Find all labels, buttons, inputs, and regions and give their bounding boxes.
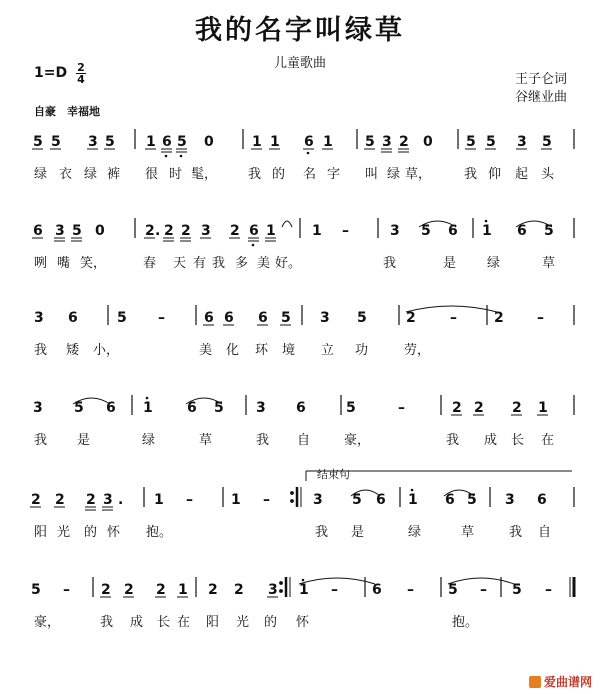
lyric-syllable: 成 xyxy=(130,615,144,630)
note: 2 xyxy=(145,223,155,239)
note: 5 xyxy=(117,310,127,326)
lyric-syllable: 我 xyxy=(100,615,114,630)
lyric-syllable: 阳 xyxy=(34,525,48,540)
lyric-syllable: 笑， xyxy=(80,256,107,271)
note: 5 xyxy=(365,134,375,150)
lyric-syllable: 自 xyxy=(297,433,311,448)
note: 5 xyxy=(352,492,362,508)
lyric-syllable: 嘴 xyxy=(57,256,71,271)
note: 6 xyxy=(204,310,214,326)
note: 3 xyxy=(88,134,98,150)
note: 3 xyxy=(256,400,266,416)
note: 2 xyxy=(474,400,484,416)
lyric-syllable: 长 xyxy=(511,433,525,448)
lyric-syllable: 小， xyxy=(93,343,120,358)
note: 2 xyxy=(399,134,409,150)
lyric-syllable: 我 xyxy=(256,433,270,448)
note: 6 xyxy=(296,400,306,416)
note: – xyxy=(398,400,405,416)
lyric-syllable: 我 xyxy=(383,256,397,271)
note: 3 xyxy=(505,492,515,508)
note: 6 xyxy=(445,492,455,508)
note: 6 xyxy=(106,400,116,416)
lyric-syllable: 劳， xyxy=(404,343,431,358)
expression-marking: 自豪 幸福地 xyxy=(34,105,100,118)
lyric-syllable: 绿 xyxy=(142,433,156,448)
note: 1 xyxy=(408,492,418,508)
note: 3 xyxy=(313,492,323,508)
note: – xyxy=(342,223,349,239)
lyric-syllable: 草， xyxy=(405,167,432,182)
note: 5 xyxy=(281,310,291,326)
lyric-syllable: 阳 xyxy=(206,615,220,630)
lyric-syllable: 春 xyxy=(143,256,157,271)
lyric-syllable: 功 xyxy=(355,343,369,358)
note: 2 xyxy=(406,310,416,326)
note: 0 xyxy=(95,223,105,239)
note: 1 xyxy=(231,492,241,508)
note: 1 xyxy=(146,134,156,150)
note: 6 xyxy=(68,310,78,326)
note: 1 xyxy=(252,134,262,150)
lyric-syllable: 字 xyxy=(327,167,341,182)
lyric-syllable: 裤 xyxy=(107,167,121,182)
note: 0 xyxy=(423,134,433,150)
note: 2 xyxy=(230,223,240,239)
lyric-syllable: 成 xyxy=(484,433,498,448)
lyric-syllable: 抱。 xyxy=(452,615,479,630)
lyric-syllable: 是 xyxy=(351,525,365,540)
lyric-syllable: 好。 xyxy=(275,256,302,271)
watermark-text: 爱曲谱网 xyxy=(543,675,592,689)
note: 5 xyxy=(512,582,522,598)
lyric-syllable: 天 xyxy=(173,256,187,271)
note: 5 xyxy=(33,134,43,150)
lyric-syllable: 名 xyxy=(303,167,317,182)
note: – xyxy=(407,582,414,598)
lyric-syllable: 长 xyxy=(157,615,171,630)
lyric-syllable: 草 xyxy=(461,525,475,540)
note: 6 xyxy=(258,310,268,326)
note: 6 xyxy=(187,400,197,416)
lyric-syllable: 我 xyxy=(34,343,48,358)
lyric-syllable: 环 xyxy=(255,343,269,358)
note: 5 xyxy=(421,223,431,239)
slur xyxy=(282,221,292,227)
note: 5 xyxy=(542,134,552,150)
music-logo-icon xyxy=(529,676,541,688)
note: 3 xyxy=(517,134,527,150)
lyric-syllable: 美 xyxy=(257,256,271,271)
lyric-syllable: 化 xyxy=(226,343,240,358)
note: 0 xyxy=(204,134,214,150)
lyric-syllable: 很 xyxy=(145,167,159,182)
note: 3 xyxy=(34,310,44,326)
lyric-syllable: 绿 xyxy=(387,167,401,182)
lyricist-credit: 王子仑词 xyxy=(515,72,568,87)
lyric-syllable: 的 xyxy=(272,167,286,182)
note: 6 xyxy=(448,223,458,239)
note: 5 xyxy=(74,400,84,416)
note: 5 xyxy=(31,582,41,598)
note: 5 xyxy=(51,134,61,150)
note: 2 xyxy=(181,223,191,239)
composer-credit: 谷继业曲 xyxy=(515,90,568,105)
note: – xyxy=(450,310,457,326)
key-signature: 1=D xyxy=(34,65,68,81)
note: 1 xyxy=(323,134,333,150)
lyric-syllable: 头 xyxy=(541,167,555,182)
ending-label: 结束句 xyxy=(317,468,350,481)
note: 5 xyxy=(448,582,458,598)
lyric-syllable: 在 xyxy=(177,615,191,630)
note: – xyxy=(63,582,70,598)
note: 2 xyxy=(124,582,134,598)
lyric-syllable: 我 xyxy=(248,167,262,182)
lyric-syllable: 时 xyxy=(169,167,183,182)
note: 3 xyxy=(268,582,278,598)
lyric-syllable: 矮 xyxy=(66,343,80,358)
note: 5 xyxy=(357,310,367,326)
note: 6 xyxy=(537,492,547,508)
lyric-syllable: 我 xyxy=(34,433,48,448)
note: – xyxy=(186,492,193,508)
note: . xyxy=(155,223,161,239)
note: 5 xyxy=(346,400,356,416)
lyric-syllable: 我 xyxy=(464,167,478,182)
lyric-syllable: 美 xyxy=(199,343,213,358)
lyric-syllable: 我 xyxy=(446,433,460,448)
lyric-syllable: 髦， xyxy=(191,167,218,182)
note: – xyxy=(331,582,338,598)
watermark xyxy=(529,673,592,690)
lyric-syllable: 怀 xyxy=(107,525,121,540)
lyric-syllable: 草 xyxy=(542,256,556,271)
note: 5 xyxy=(466,134,476,150)
note: 2 xyxy=(234,582,244,598)
note: 1 xyxy=(266,223,276,239)
lyric-syllable: 我 xyxy=(212,256,226,271)
note: 2 xyxy=(86,492,96,508)
lyric-syllable: 光 xyxy=(236,615,250,630)
note: 2 xyxy=(101,582,111,598)
note: . xyxy=(118,492,124,508)
lyric-syllable: 光 xyxy=(57,525,71,540)
note: 5 xyxy=(544,223,554,239)
note: – xyxy=(480,582,487,598)
lyric-syllable: 绿 xyxy=(84,167,98,182)
lyric-syllable: 我 xyxy=(509,525,523,540)
note: 5 xyxy=(467,492,477,508)
lyric-syllable: 绿 xyxy=(34,167,48,182)
lyric-syllable: 咧 xyxy=(34,256,48,271)
note: 2 xyxy=(164,223,174,239)
lyric-syllable: 有 xyxy=(193,256,207,271)
note: 3 xyxy=(201,223,211,239)
note: 5 xyxy=(105,134,115,150)
lyric-syllable: 的 xyxy=(84,525,98,540)
time-signature-top: 2 xyxy=(77,61,85,74)
note: – xyxy=(537,310,544,326)
note: 2 xyxy=(512,400,522,416)
note: 2 xyxy=(55,492,65,508)
lyric-syllable: 衣 xyxy=(59,167,73,182)
note: 6 xyxy=(249,223,259,239)
note: 1 xyxy=(154,492,164,508)
note: 1 xyxy=(299,582,309,598)
note: 6 xyxy=(372,582,382,598)
note: 1 xyxy=(482,223,492,239)
note: – xyxy=(545,582,552,598)
lyric-syllable: 自 xyxy=(538,525,552,540)
lyric-syllable: 叫 xyxy=(365,167,379,182)
song-title: 我的名字叫绿草 xyxy=(195,15,405,46)
note: 5 xyxy=(177,134,187,150)
lyric-syllable: 的 xyxy=(264,615,278,630)
note: 6 xyxy=(224,310,234,326)
lyric-syllable: 怀 xyxy=(296,615,310,630)
note: 3 xyxy=(382,134,392,150)
lyric-syllable: 豪， xyxy=(344,433,371,448)
note: 3 xyxy=(390,223,400,239)
lyric-syllable: 境 xyxy=(282,343,296,358)
note: 6 xyxy=(376,492,386,508)
lyric-syllable: 豪， xyxy=(34,615,61,630)
note: 3 xyxy=(320,310,330,326)
note: 6 xyxy=(304,134,314,150)
note: 3 xyxy=(33,400,43,416)
lyric-syllable: 起 xyxy=(515,167,529,182)
note: 1 xyxy=(270,134,280,150)
note: 2 xyxy=(494,310,504,326)
note: 6 xyxy=(517,223,527,239)
note: 3 xyxy=(103,492,113,508)
time-signature-bottom: 4 xyxy=(77,73,85,86)
note: – xyxy=(158,310,165,326)
note: 5 xyxy=(214,400,224,416)
note: 2 xyxy=(31,492,41,508)
lyric-syllable: 仰 xyxy=(488,167,502,182)
note: 2 xyxy=(452,400,462,416)
note: 5 xyxy=(486,134,496,150)
lyric-syllable: 抱。 xyxy=(146,525,173,540)
note: 1 xyxy=(178,582,188,598)
note: 5 xyxy=(72,223,82,239)
lyric-syllable: 是 xyxy=(443,256,457,271)
lyric-syllable: 多 xyxy=(235,256,249,271)
lyric-syllable: 是 xyxy=(77,433,91,448)
note: 1 xyxy=(538,400,548,416)
note: 2 xyxy=(156,582,166,598)
note: 6 xyxy=(162,134,172,150)
note: 1 xyxy=(312,223,322,239)
note: 1 xyxy=(143,400,153,416)
lyric-syllable: 绿 xyxy=(487,256,501,271)
note: 3 xyxy=(55,223,65,239)
note: 6 xyxy=(33,223,43,239)
lyric-syllable: 在 xyxy=(541,433,555,448)
note: – xyxy=(263,492,270,508)
lyric-syllable: 草 xyxy=(199,433,213,448)
lyric-syllable: 我 xyxy=(315,525,329,540)
song-subtitle: 儿童歌曲 xyxy=(273,56,326,71)
lyric-syllable: 立 xyxy=(321,343,335,358)
lyric-syllable: 绿 xyxy=(408,525,422,540)
note: 2 xyxy=(208,582,218,598)
